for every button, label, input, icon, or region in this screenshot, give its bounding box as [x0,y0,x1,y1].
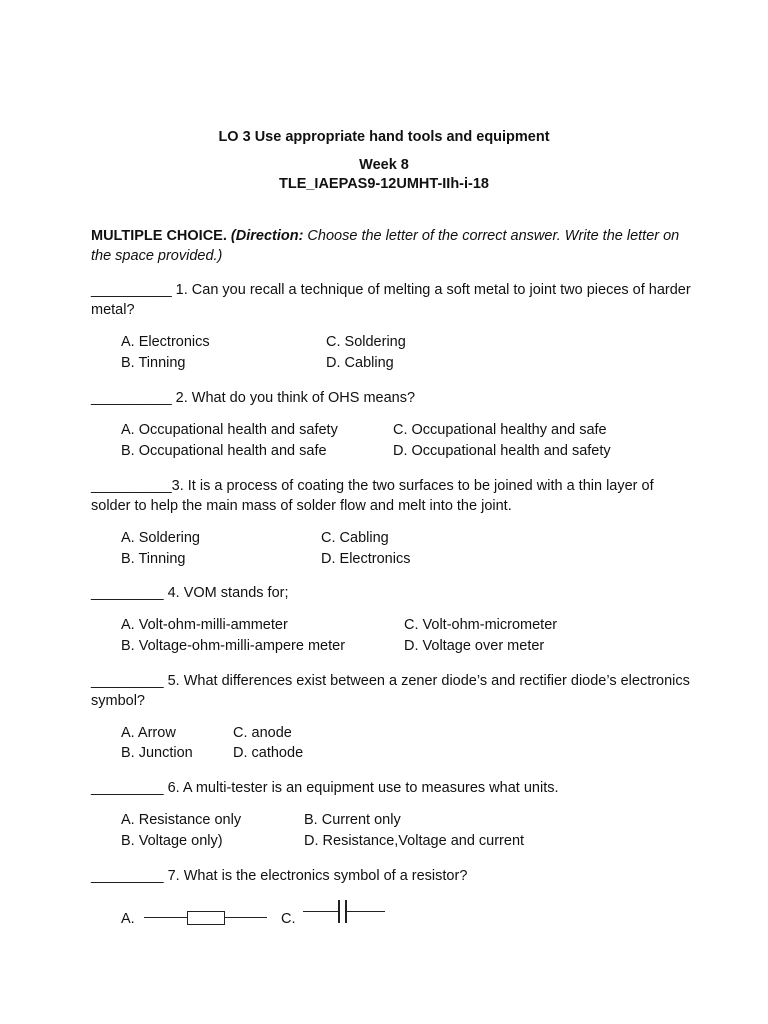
q4-option-a: A. Volt-ohm-milli-ammeter [121,617,288,633]
q3-option-a: A. Soldering [121,530,200,546]
capacitor-plate-left [338,900,340,923]
q4-option-b: B. Voltage-ohm-milli-ampere meter [121,638,346,654]
direction-label: (Direction: [230,228,304,244]
competency-code: TLE_IAEPAS9-12UMHT-IIh-i-18 [278,176,490,192]
question-3-stem: __________3. It is a process of coating the two surfaces to be joined with a thin layer of solder to help the main mass of solder flow and melt into the joint. [91,478,654,514]
q3-option-b: B. Tinning [121,551,186,567]
q7-option-c: C. [281,911,296,927]
capacitor-lead-left [303,911,339,912]
directions [91,226,691,266]
q1-option-a: A. Electronics [121,334,210,350]
q4-option-c: C. Volt-ohm-micrometer [404,617,558,633]
resistor-lead-left [144,917,187,918]
q6-option-d: D. Resistance,Voltage and current [304,833,525,849]
q5-option-b: B. Junction [121,745,193,761]
q7-option-a: A. [121,911,135,927]
q2-option-b: B. Occupational health and safe [121,443,327,459]
q5-option-d: D. cathode [233,745,304,761]
resistor-body [187,911,225,925]
question-4-stem: _________ 4. VOM stands for; [91,585,289,601]
question-2-stem: __________ 2. What do you think of OHS means? [91,390,416,406]
q3-option-d: D. Electronics [321,551,411,567]
q4-option-d: D. Voltage over meter [404,638,545,654]
q5-option-c: C. anode [233,725,292,741]
q3-option-c: C. Cabling [321,530,389,546]
q6-option-a: A. Resistance only [121,812,242,828]
q2-option-c: C. Occupational healthy and safe [393,422,607,438]
question-1-stem: __________ 1. Can you recall a technique of melting a soft metal to joint two pieces of harder metal? [91,282,691,318]
q5-option-a: A. Arrow [121,725,176,741]
question-7-stem: _________ 7. What is the electronics symbol of a resistor? [91,868,468,884]
question-5-stem: _________ 5. What differences exist between a zener diode’s and rectifier diode’s electronics symbol? [91,673,690,709]
question-6-stem: _________ 6. A multi-tester is an equipment use to measures what units. [91,780,559,796]
q1-option-c: C. Soldering [326,334,406,350]
capacitor-lead-right [347,911,385,912]
section-type: MULTIPLE CHOICE. [91,228,227,244]
q1-option-d: D. Cabling [326,355,394,371]
q2-option-d: D. Occupational health and safety [393,443,611,459]
q1-option-b: B. Tinning [121,355,186,371]
q6-option-b-voltage: B. Voltage only) [121,833,223,849]
direction-text: Choose the letter of the correct answer. Write the letter on the space provided.) [91,228,680,264]
q6-option-b-current: B. Current only [304,812,401,828]
lesson-objective-title: LO 3 Use appropriate hand tools and equipment [218,129,550,145]
week-label: Week 8 [359,157,409,173]
resistor-lead-right [225,917,267,918]
q2-option-a: A. Occupational health and safety [121,422,338,438]
